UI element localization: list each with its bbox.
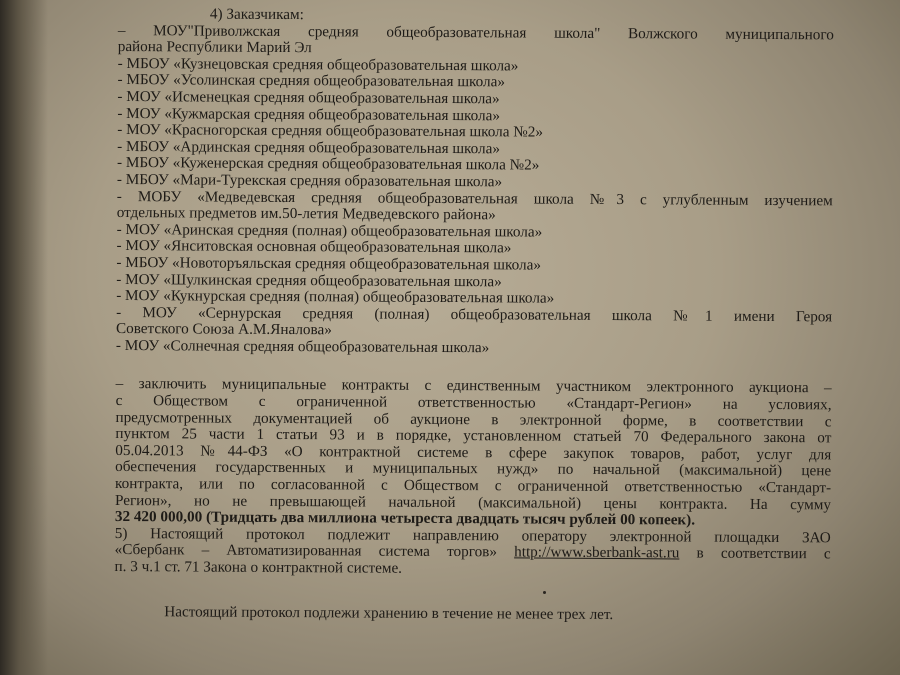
- item-5-tail: в соответствии с: [696, 544, 831, 563]
- contract_lines-line: обеспечения государственных и муниципальных нужд» по начальной (максимальной) цене: [115, 458, 832, 480]
- storage-note: Настоящий протокол подлежи хранению в течение не менее трех лет.: [164, 602, 614, 623]
- customers-line: - МОУ «Красногорская средняя общеобразовательная школа №2»: [117, 121, 544, 141]
- customers-line: - МОУ «Исменецкая средняя общеобразовательная школа»: [117, 87, 500, 108]
- customers-line: отдельных предметов им.50-летия Медведевского района»: [116, 204, 496, 224]
- item5_lines-line: 5) Настоящий протокол подлежит направлению оператору электронной площадки ЗАО: [114, 524, 831, 547]
- contract-paragraph: [115, 376, 832, 513]
- contract_lines-line: – заключить муниципальные контракты с единственным участником электронного аукциона –: [115, 375, 832, 397]
- customers-line: - МБОУ «Ардинская средняя общеобразовательная школа»: [117, 137, 501, 158]
- operator-name: «Сбербанк – Автоматизированная система торгов»: [114, 541, 498, 561]
- contract_lines-line: пунктом 25 части 1 статьи 93 и в порядке, установленном статьей 70 Федерального закона от: [115, 425, 832, 447]
- contract_lines-line: Регион», но не превышающей начальной (максимальной) цены контракта. На сумму: [114, 491, 832, 513]
- contract_lines-line: предусмотренных документацией об аукционе в электронной форме, в соответствии с: [115, 408, 832, 431]
- customers-line: - МОУ «Янситовская основная общеобразовательная школа»: [116, 237, 512, 257]
- sberbank-ast-link[interactable]: http://www.sberbank-ast.ru: [514, 543, 680, 562]
- customer-list: [116, 23, 834, 359]
- customers-line: - МОУ «Кукнурская средняя (полная) общеобразовательная школа»: [116, 287, 555, 307]
- customers-line: - МБОУ «Кузнецовская средняя общеобразовательная школа»: [117, 54, 519, 75]
- item-5-last-line: п. 3 ч.1 ст. 71 Закона о контрактной системе.: [114, 557, 403, 577]
- contract_lines-line: с Обществом с ограниченной ответственностью «Стандарт-Регион» на условиях,: [115, 392, 832, 414]
- section-heading: 4) Заказчикам:: [209, 5, 304, 24]
- customers-line: - МБОУ «Новоторъяльская средняя общеобразовательная школа»: [116, 253, 541, 274]
- customers-line: – МОУ"Приволжская средняя общеобразовательная школа" Волжского муниципального: [117, 21, 834, 43]
- customers-line: - МБОУ «Мари-Турекская средняя образовательная школа»: [116, 170, 503, 191]
- contract_lines-line: 05.04.2013 №44-ФЗ «О контрактной системе в сфере закупок товаров, работ, услуг для: [115, 441, 832, 464]
- customers-line: - МБОУ «Куженерская средняя общеобразовательная школа №2»: [116, 154, 540, 174]
- customers-line: - МОУ «Сернурская средняя (полная) общеобразовательная школа №1 имени Героя: [116, 303, 833, 326]
- ink-dot: [543, 591, 546, 594]
- customers-line: района Республики Марий Эл: [117, 38, 312, 57]
- customers-line: - МБОУ «Усолинская средняя общеобразовательная школа»: [117, 71, 506, 91]
- customers-line: Советского Союза А.М.Яналова»: [115, 320, 332, 339]
- customers-line: - МОУ «Солнечная средняя общеобразовательная школа»: [115, 336, 490, 357]
- contract_lines-line: контракта, или по согласованной с Обществом с ограниченной ответственностью «Стандарт-: [115, 475, 832, 497]
- contract-amount: 32 420 000,00 (Тридцать два миллиона четыреста двадцать тысяч рублей 00 копеек).: [114, 508, 696, 529]
- customers-line: - МОУ «Кужмарская средняя общеобразовательная школа»: [117, 104, 501, 124]
- protocol-text: [114, 6, 834, 625]
- customers-line: - МОУ «Аринская средняя (полная) общеобразовательная школа»: [116, 220, 543, 241]
- page-edge-shadow: [0, 0, 48, 675]
- customers-line: - МОУ «Шулкинская средняя общеобразовательная школа»: [116, 270, 502, 290]
- customers-line: - МОБУ «Медведевская средняя общеобразовательная школа №3 с углубленным изучением: [116, 187, 833, 209]
